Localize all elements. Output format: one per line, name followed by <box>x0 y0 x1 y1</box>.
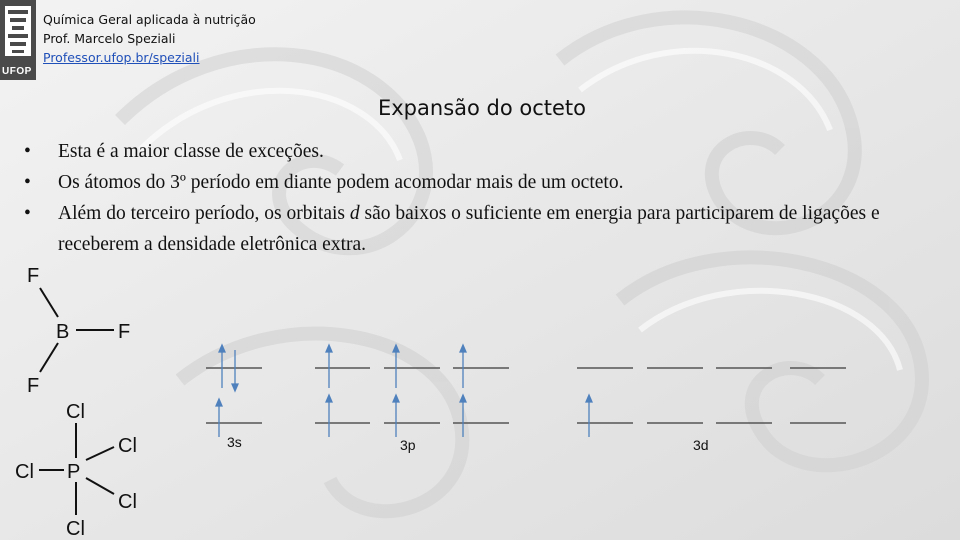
ufop-logo-label: UFOP <box>2 66 32 77</box>
bullet-text-italic: d <box>349 203 360 224</box>
bf3-structure <box>27 265 130 397</box>
bullet-text-part: são baixos o suficiente em energia para participarem de ligações e receberem a densidade eletrônica extra. <box>58 203 880 255</box>
electron-up-arrow <box>393 395 399 437</box>
professor-name: Prof. Marcelo Speziali <box>43 31 176 46</box>
course-name: Química Geral aplicada à nutrição <box>43 12 256 27</box>
electron-up-arrow <box>586 395 592 437</box>
bf3-atom-f-right: F <box>118 321 131 343</box>
electron-up-arrow <box>393 345 399 388</box>
bond-line <box>40 343 58 372</box>
pcl5-atom-p: P <box>67 461 81 483</box>
bond-line <box>86 447 114 460</box>
electron-up-arrow <box>326 395 332 437</box>
bf3-atom-f-top: F <box>27 265 40 287</box>
pcl5-atom-cl-bottom: Cl <box>66 518 85 540</box>
electron-up-arrow <box>216 399 222 437</box>
bullet-item: • Esta é a maior classe de exceções. <box>24 136 954 167</box>
bond-line <box>40 288 58 317</box>
electron-up-arrow <box>326 345 332 388</box>
pcl5-structure <box>15 401 137 540</box>
bf3-atom-f-bottom: F <box>27 375 40 397</box>
bullet-text-part: Além do terceiro período, os orbitais <box>58 203 350 224</box>
electron-up-arrow <box>460 395 466 437</box>
bf3-atom-b: B <box>56 321 70 343</box>
orbital-diagram <box>206 368 846 423</box>
pcl5-atom-cl-lower-right: Cl <box>118 491 137 513</box>
bond-line <box>86 478 114 494</box>
electron-up-arrow <box>219 345 225 388</box>
pcl5-atom-cl-left: Cl <box>15 461 34 483</box>
pcl5-atom-cl-upper-right: Cl <box>118 435 137 457</box>
bullet-item: • Os átomos do 3º período em diante podem acomodar mais de um octeto. <box>24 167 954 198</box>
electron-up-arrow <box>460 345 466 388</box>
pcl5-atom-cl-top: Cl <box>66 401 85 423</box>
slide-title-text: Expansão do octeto <box>377 96 587 120</box>
orbital-label-3p: 3p <box>400 437 416 453</box>
orbital-label-3s: 3s <box>227 434 242 450</box>
electron-down-arrow <box>232 350 238 391</box>
professor-link[interactable]: Professor.ufop.br/speziali <box>43 50 200 65</box>
orbital-label-3d: 3d <box>693 437 709 453</box>
orbital-labels <box>227 434 709 453</box>
